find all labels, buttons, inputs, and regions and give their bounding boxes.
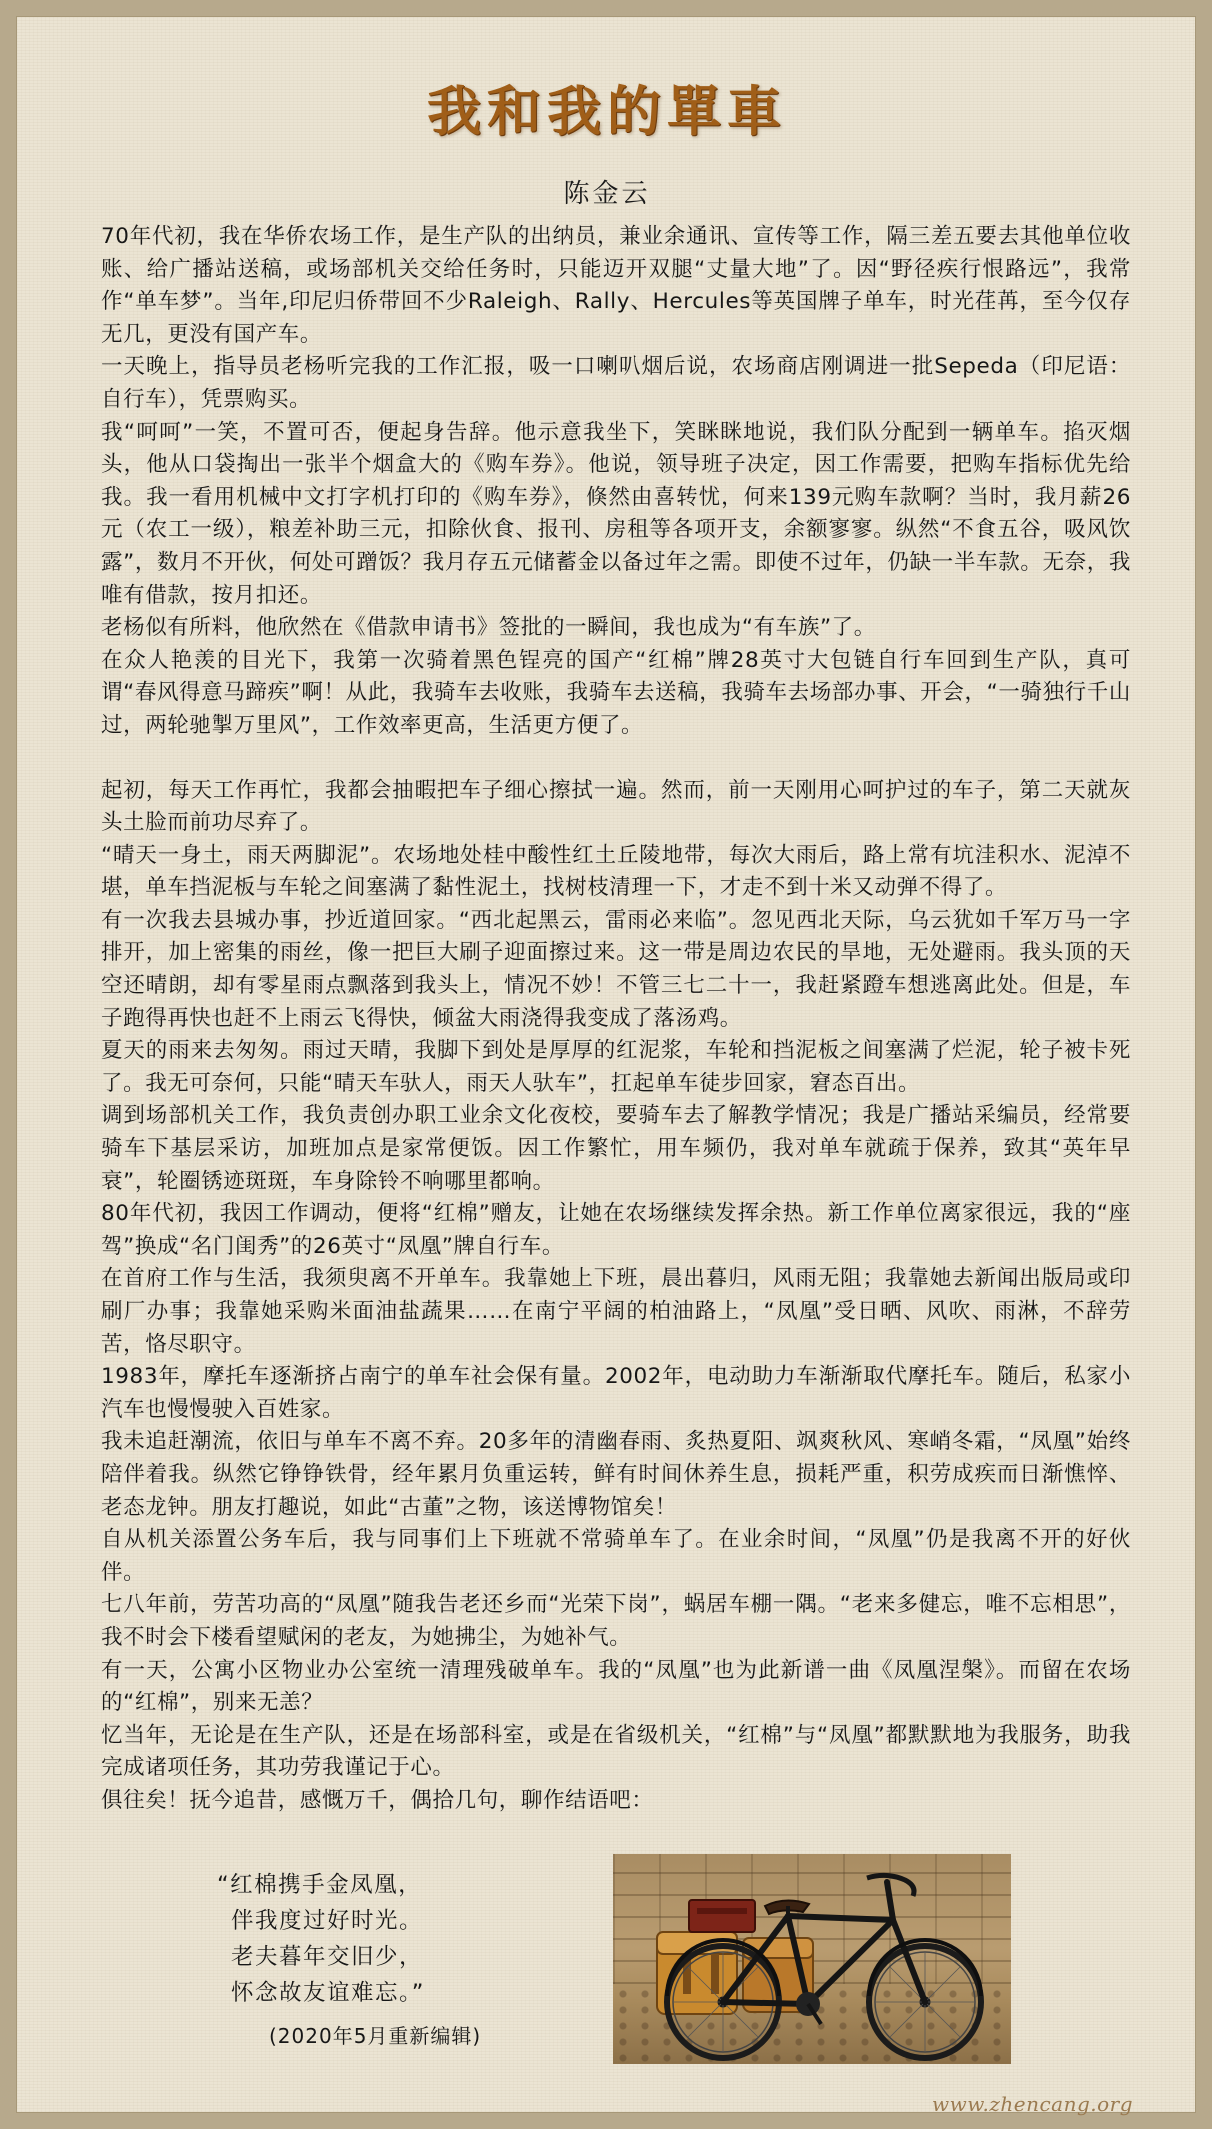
paragraph-5: 在众人艳羡的目光下，我第一次骑着黑色锃亮的国产“红棉”牌28英寸大包链自行车回到生产队，真可谓“春风得意马蹄疾”啊！从此，我骑车去收账，我骑车去送稿，我骑车去场部办事、开会，“一骑独行千山过，两轮驰掣万里风”，工作效率更高，生活更方便了。	[101, 647, 1131, 738]
paragraph-16: 七八年前，劳苦功高的“凤凰”随我告老还乡而“光荣下岗”，蜗居车棚一隅。“老来多健忘，唯不忘相思”，我不时会下楼看望赋闲的老友，为她拂尘，为她补气。	[101, 1592, 1131, 1650]
paragraph-3: 我“呵呵”一笑，不置可否，便起身告辞。他示意我坐下，笑眯眯地说，我们队分配到一辆单车。掐灭烟头，他从口袋掏出一张半个烟盒大的《购车券》。他说，领导班子决定，因工作需要，把购车指标优先给我。我一看用机械中文打字机打印的《购车券》，倏然由喜转忧，何来139元购车款啊？当时，我月薪26元（农工一级），粮差补助三元，扣除伙食、报刊、房租等各项开支，余额寥寥。纵然“不食五谷，吸风饮露”，数月不开伙，何处可蹭饭？我月存五元储蓄金以备过年之需。即使不过年，仍缺一半车款。无奈，我唯有借款，按月扣还。	[101, 419, 1131, 608]
article-title: 我和我的單車	[427, 80, 787, 143]
poem-line-4: 怀念故友谊难忘。”	[231, 1980, 425, 2006]
paragraph-6: 起初，每天工作再忙，我都会抽暇把车子细心擦拭一遍。然而，前一天刚用心呵护过的车子，第二天就灰头土脸而前功尽弃了。	[101, 777, 1131, 836]
paragraph-18: 忆当年，无论是在生产队，还是在场部科室，或是在省级机关，“红棉”与“凤凰”都默默地为我服务，助我完成诸项任务，其功劳我谨记于心。	[101, 1722, 1131, 1781]
paragraph-13: 1983年，摩托车逐渐挤占南宁的单车社会保有量。2002年，电动助力车渐渐取代摩托车。随后，私家小汽车也慢慢驶入百姓家。	[101, 1364, 1131, 1422]
site-watermark: www.zhencang.org	[932, 2092, 1134, 2116]
paragraph-14: 我未追赶潮流，依旧与单车不离不弃。20多年的清幽春雨、炙热夏阳、飒爽秋风、寒峭冬霜，“凤凰”始终陪伴着我。纵然它铮铮铁骨，经年累月负重运转，鲜有时间休养生息，损耗严重，积劳成疾而日渐憔悴、老态龙钟。朋友打趣说，如此“古董”之物，该送博物馆矣！	[101, 1429, 1131, 1520]
poem-line-1: “红棉携手金凤凰，	[217, 1872, 423, 1898]
paragraph-4: 老杨似有所料，他欣然在《借款申请书》签批的一瞬间，我也成为“有车族”了。	[101, 615, 876, 641]
closing-poem	[217, 1867, 425, 2011]
bicycle-photo	[613, 1854, 1011, 2064]
poem-line-2: 伴我度过好时光。	[231, 1908, 424, 1934]
article-author: 陈金云	[563, 179, 651, 209]
edit-date-note: (2020年5月重新编辑)	[269, 2024, 482, 2048]
paragraph-7: “晴天一身土，雨天两脚泥”。农场地处桂中酸性红土丘陵地带，每次大雨后，路上常有坑洼积水、泥淖不堪，单车挡泥板与车轮之间塞满了黏性泥土，找树枝清理一下，才走不到十米又动弹不得了。	[101, 842, 1131, 901]
paper-background	[16, 16, 1196, 2116]
paragraph-17: 有一天，公寓小区物业办公室统一清理残破单车。我的“凤凰”也为此新谱一曲《凤凰涅槃》。而留在农场的“红棉”，别来无恙？	[101, 1657, 1131, 1716]
paragraph-19: 俱往矣！抚今追昔，感慨万千，偶拾几句，聊作结语吧：	[101, 1787, 654, 1813]
paragraph-2: 一天晚上，指导员老杨听完我的工作汇报，吸一口喇叭烟后说，农场商店刚调进一批Sepeda（印尼语：自行车），凭票购买。	[101, 354, 1131, 412]
paragraph-1: 70年代初，我在华侨农场工作，是生产队的出纳员，兼业余通讯、宣传等工作，隔三差五要去其他单位收账、给广播站送稿，或场部机关交给任务时，只能迈开双腿“丈量大地”了。因“野径疾行恨路远”，我常作“单车梦”。当年,印尼归侨带回不少Raleigh、Rally、Hercules等英国牌子单车，时光荏苒，至今仅存无几，更没有国产车。	[101, 224, 1131, 347]
paragraph-15: 自从机关添置公务车后，我与同事们上下班就不常骑单车了。在业余时间，“凤凰”仍是我离不开的好伙伴。	[101, 1527, 1131, 1585]
poem-line-3: 老夫暮年交旧少，	[231, 1944, 424, 1970]
article-body	[101, 221, 1131, 1818]
paragraph-8: 有一次我去县城办事，抄近道回家。“西北起黑云，雷雨必来临”。忽见西北天际，乌云犹如千军万马一字排开，加上密集的雨丝，像一把巨大刷子迎面擦过来。这一带是周边农民的旱地，无处避雨。我头顶的天空还晴朗，却有零星雨点飘落到我头上，情况不妙！不管三七二十一，我赶紧蹬车想逃离此处。但是，车子跑得再快也赶不上雨云飞得快，倾盆大雨浇得我变成了落汤鸡。	[101, 907, 1131, 1031]
paragraph-9: 夏天的雨来去匆匆。雨过天晴，我脚下到处是厚厚的红泥浆，车轮和挡泥板之间塞满了烂泥，轮子被卡死了。我无可奈何，只能“晴天车驮人，雨天人驮车”，扛起单车徒步回家，窘态百出。	[101, 1038, 1131, 1096]
paragraph-12: 在首府工作与生活，我须臾离不开单车。我靠她上下班，晨出暮归，风雨无阻；我靠她去新闻出版局或印刷厂办事；我靠她采购米面油盐蔬果……在南宁平阔的柏油路上，“凤凰”受日晒、风吹、雨淋，不辞劳苦，恪尽职守。	[101, 1266, 1131, 1357]
paragraph-10: 调到场部机关工作，我负责创办职工业余文化夜校，要骑车去了解教学情况；我是广播站采编员，经常要骑车下基层采访，加班加点是家常便饭。因工作繁忙，用车频仍，我对单车就疏于保养，致其“英年早衰”，轮圈锈迹斑斑，车身除铃不响哪里都响。	[101, 1103, 1131, 1194]
vintage-bicycle-illustration	[613, 1854, 1011, 2064]
luggage-box-icon	[689, 1900, 755, 1932]
paragraph-11: 80年代初，我因工作调动，便将“红棉”赠友，让她在农场继续发挥余热。新工作单位离家很远，我的“座驾”换成“名门闺秀”的26英寸“凤凰”牌自行车。	[101, 1201, 1131, 1259]
